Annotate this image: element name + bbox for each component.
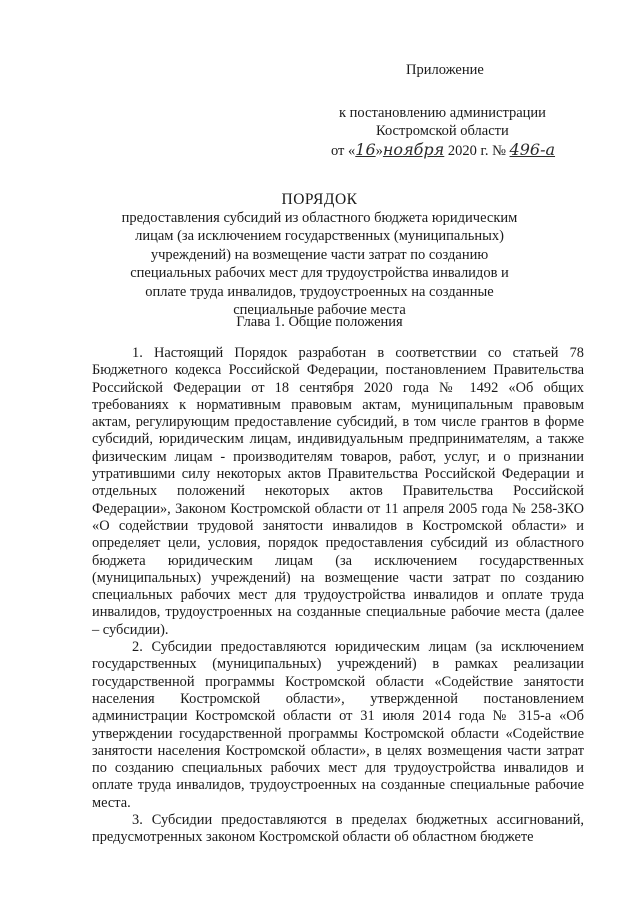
handwritten-number: 496-а bbox=[509, 140, 556, 159]
resolution-date-number bbox=[331, 140, 555, 160]
resolution-reference: к постановлению администрации bbox=[339, 105, 546, 121]
document-subtitle bbox=[0, 209, 639, 319]
subtitle-text: предоставления субсидий из областного бюджета юридическим лицам (за исключением государственных (муниципальных) учреждений) на возмещение части затрат по созданию специальных рабочих мест для трудоустройства инвалидов и оплате труда инвалидов, трудоустроенных на созданные специальные рабочие места bbox=[121, 210, 518, 319]
date-quote: » bbox=[375, 143, 383, 159]
appendix-label: Приложение bbox=[406, 62, 484, 78]
region-name: Костромской области bbox=[376, 123, 509, 139]
date-prefix: от « bbox=[331, 143, 356, 159]
handwritten-month: ноября bbox=[382, 140, 445, 159]
handwritten-day: 16 bbox=[355, 140, 376, 159]
document-title: ПОРЯДОК bbox=[281, 191, 358, 208]
paragraph-2: 2. Субсидии предоставляются юридическим лицам (за исключением государственных (муниципальных) учреждений) в рамках реализации государственной программы Костромской области «Содействие занятости населения Костромской области», утвержденной постановлением администрации Костромской области от 31 июля 2014 года № 315-а «Об утверждении государственной программы Костромской области «Содействие занятости населения Костромской области», в целях возмещения части затрат по созданию специальных рабочих мест для трудоустройства инвалидов и оплате труда инвалидов, трудоустроенных на созданные специальные рабочие места. bbox=[92, 639, 584, 811]
paragraph-3: 3. Субсидии предоставляются в пределах бюджетных ассигнований, предусмотренных законом Костромской области об областном бюджете bbox=[92, 812, 584, 846]
chapter-heading: Глава 1. Общие положения bbox=[236, 314, 403, 330]
body-text bbox=[92, 345, 584, 847]
date-year: 2020 г. № bbox=[444, 143, 510, 159]
paragraph-1: 1. Настоящий Порядок разработан в соответствии со статьей 78 Бюджетного кодекса Российской Федерации, постановлением Правительства Российской Федерации от 18 сентября 2020 года № 1492 «Об общих требованиях к нормативным правовым актам, муниципальным правовым актам, регулирующим предоставление субсидий, в том числе грантов в форме субсидий, юридическим лицам, индивидуальным предпринимателям, а также физическим лицам - производителям товаров, работ, услуг, и о признании утратившими силу некоторых актов Правительства Российской Федерации и отдельных положений некоторых актов Правительства Российской Федерации», Законом Костромской области от 11 апреля 2005 года № 258-ЗКО «О содействии трудовой занятости инвалидов в Костромской области» и определяет цели, условия, порядок предоставления субсидий из областного бюджета юридическим лицам (за исключением государственных (муниципальных) учреждений) на возмещение части затрат по созданию специальных рабочих мест для трудоустройства инвалидов и оплате труда инвалидов, трудоустроенных на созданные специальные рабочие места (далее – субсидии). bbox=[92, 345, 584, 638]
